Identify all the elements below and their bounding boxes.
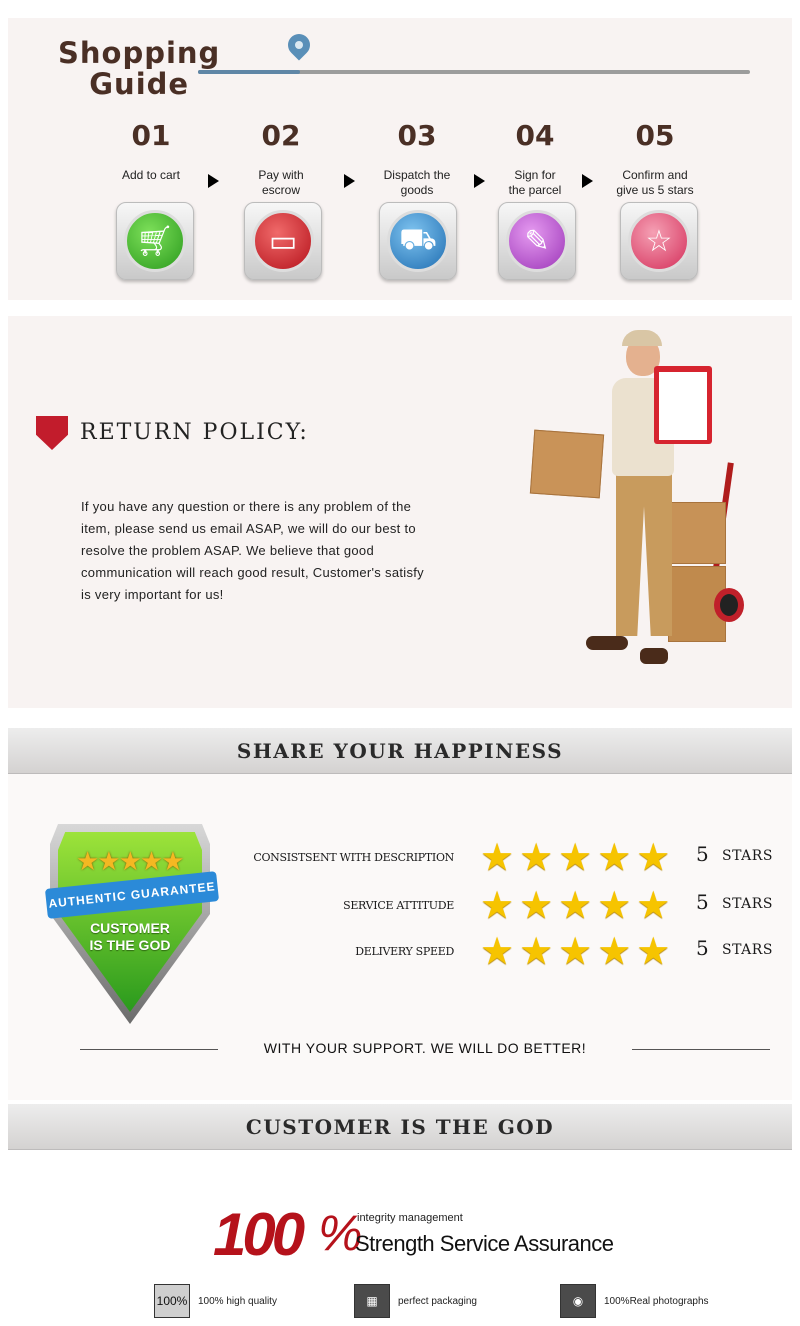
star-rating-icon: ★★★★★ [480, 885, 676, 927]
rating-row [248, 932, 778, 972]
rating-unit: STARS [722, 942, 773, 958]
percent-icon: 100% [154, 1284, 190, 1318]
section-band [8, 1104, 792, 1150]
gift-box-icon: ▦ [354, 1284, 390, 1318]
dispatch-tile[interactable] [379, 202, 457, 280]
rating-value: 5 [696, 842, 709, 866]
star-row-icon: ★★★★★ [76, 846, 183, 876]
support-text: WITH YOUR SUPPORT. WE WILL DO BETTER! [263, 1040, 587, 1056]
delivery-man-image [528, 322, 768, 692]
person-cap [622, 330, 662, 346]
step-1 [96, 118, 206, 200]
feature-label: perfect packaging [398, 1296, 477, 1307]
guide-progress [198, 70, 300, 74]
guarantee-ribbon: AUTHENTIC GUARANTEE [45, 871, 219, 919]
sign-tile[interactable] [498, 202, 576, 280]
step-number: 04 [515, 119, 555, 152]
step-label: Confirm and give us 5 stars [616, 168, 694, 197]
step-5 [600, 118, 710, 200]
person-legs [616, 474, 672, 636]
shoe [586, 636, 628, 650]
star-rating-icon: ★★★★★ [480, 837, 676, 879]
rating-name: SERVICE ATTITUDE [343, 899, 454, 912]
step-label: Dispatch the goods [383, 168, 451, 197]
cart-wheel [714, 588, 744, 622]
step-label: Pay with escrow [258, 168, 304, 197]
return-policy-section [8, 316, 792, 708]
percent-number: 100 [213, 1201, 302, 1268]
rating-name: DELIVERY SPEED [355, 945, 454, 958]
feature-label: 100%Real photographs [604, 1296, 709, 1307]
shield-badge-icon [36, 416, 68, 450]
rating-value: 5 [696, 890, 709, 914]
step-2 [226, 118, 336, 200]
guarantee-shield [47, 824, 217, 1024]
cardboard-box [668, 502, 726, 564]
shoe [640, 648, 668, 664]
clipboard-icon [654, 366, 712, 444]
return-policy-text: If you have any question or there is any problem of the item, please send us email ASAP, we will do our best to resolve the problem ASAP. We believe that good communication will reach good result, Customer's satisfy is very important for us! [81, 499, 424, 602]
confirm-tile[interactable] [620, 202, 698, 280]
location-pin-icon [283, 29, 314, 60]
shopping-guide-title: Shopping Guide [58, 36, 221, 101]
add-to-cart-tile[interactable] [116, 202, 194, 280]
percent-sign: % [318, 1205, 363, 1261]
truck-icon: ⛟ [387, 210, 449, 272]
camera-icon: ◉ [560, 1284, 596, 1318]
shopping-cart-icon: 🛒︎ [124, 210, 186, 272]
arrow-right-icon [582, 174, 593, 188]
pay-tile[interactable] [244, 202, 322, 280]
integrity-text: integrity management [357, 1212, 463, 1224]
rating-unit: STARS [722, 848, 773, 864]
section-title: CUSTOMER IS THE GOD [245, 1114, 555, 1139]
shopping-guide-section [8, 18, 792, 300]
rating-unit: STARS [722, 896, 773, 912]
section-title: SHARE YOUR HAPPINESS [236, 738, 564, 763]
feature-label: 100% high quality [198, 1296, 277, 1307]
share-happiness-section [8, 728, 792, 1100]
arrow-right-icon [208, 174, 219, 188]
return-policy-title: RETURN POLICY: [80, 420, 309, 445]
step-label: Sign for the parcel [508, 168, 562, 197]
divider [80, 1049, 218, 1050]
step-4 [480, 118, 590, 200]
star-rating-icon: ★★★★★ [480, 931, 676, 973]
carried-box [530, 430, 604, 499]
shield-text: CUSTOMER IS THE GOD [89, 920, 171, 953]
support-line [8, 1040, 792, 1060]
assurance-text: Strength Service Assurance [355, 1231, 614, 1256]
star-icon: ☆ [628, 210, 690, 272]
step-3 [362, 118, 472, 200]
customer-god-section [8, 1100, 792, 1326]
step-number: 01 [131, 119, 171, 152]
rating-value: 5 [696, 936, 709, 960]
divider [632, 1049, 770, 1050]
step-number: 05 [635, 119, 675, 152]
rating-name: CONSISTSENT WITH DESCRIPTION [253, 851, 454, 864]
section-band [8, 728, 792, 774]
pen-sign-icon: ✎ [506, 210, 568, 272]
step-number: 03 [397, 119, 437, 152]
credit-card-icon: ▭ [252, 210, 314, 272]
step-label: Add to cart [121, 168, 181, 182]
rating-row [248, 886, 778, 926]
step-number: 02 [261, 119, 301, 152]
arrow-right-icon [344, 174, 355, 188]
rating-row [248, 838, 778, 878]
